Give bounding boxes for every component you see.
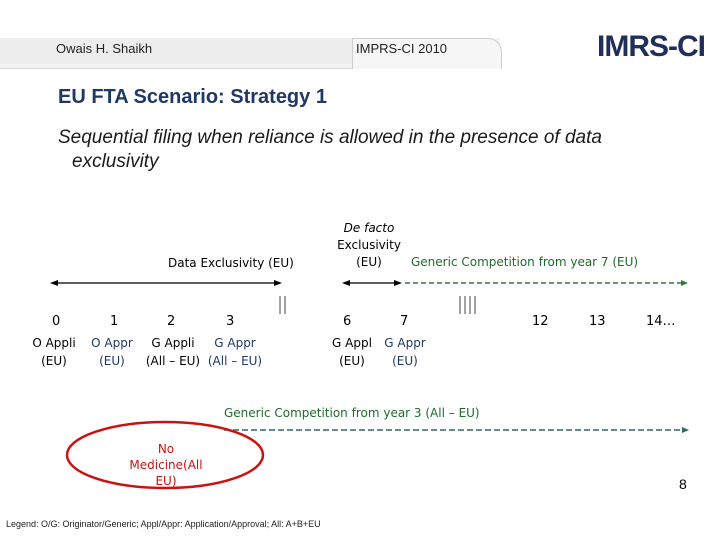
data-exclusivity-label: Data Exclusivity (EU) [168,256,294,270]
caption-g-appr-all-top: G Appr [214,336,256,350]
subtitle-line-2: exclusivity [72,151,159,172]
caption-g-appr-all [203,334,267,370]
author-name: Owais H. Shaikh [56,41,153,56]
tick-label-0: 0 [52,314,61,329]
tick-label-1: 1 [110,314,119,329]
conference-name: IMPRS-CI 2010 [356,41,448,56]
no-medicine-line-1: No [157,442,175,456]
de-facto-exclusivity-label [330,220,408,271]
tick-label-2: 2 [167,314,176,329]
de-facto-line-1: De facto [343,221,395,235]
tick-label-6: 6 [343,314,352,329]
caption-g-appr-eu [378,334,432,370]
caption-g-appr-eu-top: G Appr [384,336,426,350]
de-facto-line-2: Exclusivity [337,238,401,252]
tick-label-14: 14… [646,314,676,329]
caption-g-appr-all-bottom: (All – EU) [207,354,263,368]
caption-g-appli-bottom: (All – EU) [145,354,201,368]
no-medicine-line-3: EU) [155,474,177,488]
generic-year3-label: Generic Competition from year 3 (All – EU) [224,406,480,420]
caption-o-appr [84,334,140,370]
caption-o-appr-top: O Appr [91,336,133,350]
de-facto-line-3: (EU) [356,255,382,269]
imprs-logo: IMRS-CI [597,30,705,63]
caption-g-appl-eu-bottom: (EU) [339,354,365,368]
no-medicine-label [112,441,220,489]
slide-title: EU FTA Scenario: Strategy 1 [58,86,327,108]
page-number: 8 [679,476,687,492]
legend-text: Legend: O/G: Originator/Generic; Appl/Appr: Application/Approval; All: A+B+EU [6,519,321,529]
caption-o-appli-top: O Appli [32,336,76,350]
caption-o-appli [22,334,86,370]
caption-g-appli [140,334,206,370]
generic-year7-label: Generic Competition from year 7 (EU) [411,255,639,269]
caption-g-appli-top: G Appli [151,336,195,350]
tick-label-3: 3 [226,314,235,329]
no-medicine-line-2: Medicine(All [129,458,203,472]
tick-label-13: 13 [589,314,606,329]
tick-label-7: 7 [400,314,409,329]
caption-g-appr-eu-bottom: (EU) [392,354,418,368]
caption-g-appl-eu-top: G Appl [332,336,372,350]
subtitle-line-1: Sequential filing when reliance is allowed in the presence of data [58,127,602,148]
caption-o-appr-bottom: (EU) [99,354,125,368]
caption-o-appli-bottom: (EU) [41,354,67,368]
tick-label-12: 12 [532,314,549,329]
caption-g-appl-eu [324,334,380,370]
